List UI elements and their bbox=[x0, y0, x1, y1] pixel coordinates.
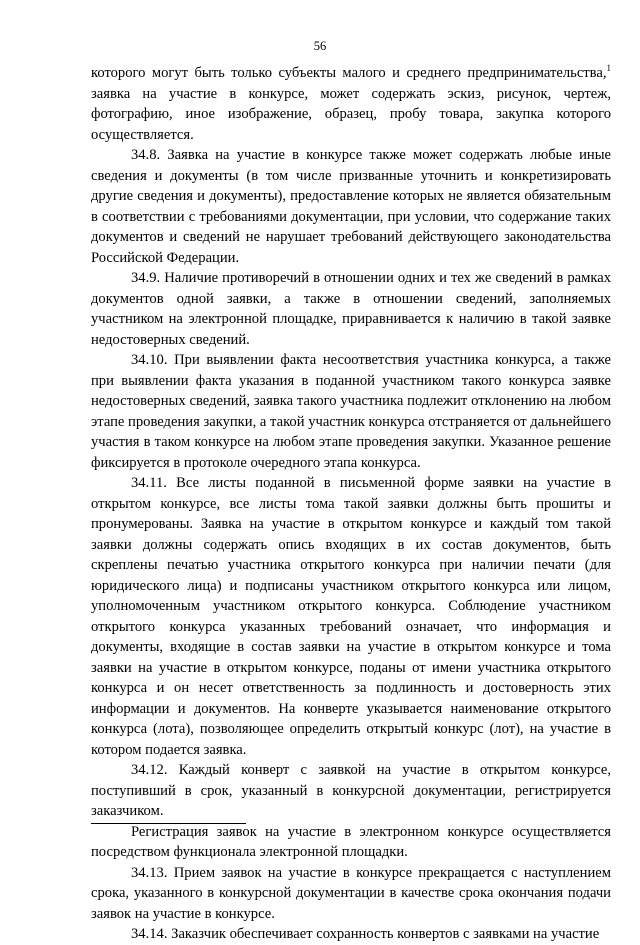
paragraph-text: которого могут быть только субъекты малого и среднего предпринимательства, bbox=[91, 65, 607, 81]
footnote-separator bbox=[91, 823, 246, 824]
paragraph-34-11: 34.11. Все листы поданной в письменной форме заявки на участие в открытом конкурсе, все листы тома такой заявки должны быть прошиты и пронумерованы. Заявка на участие в открытом конкурсе и каждый том такой заявки должны содержать опись входящих в их состав документов, быть скреплены печатью участника открытого конкурса при наличии печати (для юридического лица) и подписаны участником открытого конкурса или лицом, уполномоченным участником открытого конкурса. Соблюдение участником открытого конкурса указанных требований означает, что информация и документы, входящие в состав заявки на участие в открытом конкурсе и тома заявки на участие в открытом конкурсе, поданы от имени участника открытого конкурса и он несет ответственность за подлинность и достоверность этих информации и документов. На конверте указывается наименование открытого конкурса (лота), позволяющее определить открытый конкурс (лот), на участие в котором подается заявка. bbox=[91, 475, 611, 758]
paragraph-text-tail: заявка на участие в конкурсе, может содержать эскиз, рисунок, чертеж, фотографию, иное изображение, образец, пробу товара, закупка которого осуществляется. bbox=[91, 85, 611, 143]
paragraph-34-13: 34.13. Прием заявок на участие в конкурсе прекращается с наступлением срока, указанного в конкурсной документации в качестве срока окончания подачи заявок на участие в конкурсе. bbox=[91, 864, 611, 922]
page-number: 56 bbox=[313, 39, 327, 53]
paragraph-34-12: 34.12. Каждый конверт с заявкой на участие в открытом конкурсе, поступивший в срок, указанный в конкурсной документации, регистрируется заказчиком. bbox=[91, 762, 611, 819]
paragraph-34-8: 34.8. Заявка на участие в конкурсе также может содержать любые иные сведения и документы (в том числе призванные уточнить и конкретизировать другие сведения и документы), предоставление которых не является обязательным в соответствии с требованиями документации, при условии, что содержание таких документов и сведений не нарушает требований действующего законодательства Российской Федерации. bbox=[91, 147, 611, 266]
paragraph-continuation bbox=[91, 63, 611, 145]
document-body bbox=[91, 63, 611, 945]
paragraph-34-9: 34.9. Наличие противоречий в отношении одних и тех же сведений в рамках документов одной заявки, а также в отношении сведений, заполняемых участником на электронной площадке, приравнивается к наличию в такой заявке недостоверных сведений. bbox=[91, 270, 611, 348]
paragraph-registration: Регистрация заявок на участие в электронном конкурсе осуществляется посредством функционала электронной площадки. bbox=[91, 823, 611, 860]
paragraph-34-10: 34.10. При выявлении факта несоответствия участника конкурса, а также при выявлении факта указания в поданной участником такого конкурса заявке недостоверных сведений, заявка такого участника подлежит отклонению на любом этапе проведения закупки, а такой участник конкурса отстраняется от дальнейшего участия в таком конкурсе на любом этапе проведения закупки. Указанное решение фиксируется в протоколе очередного этапа конкурса. bbox=[91, 352, 611, 471]
footnote-reference[interactable]: 1 bbox=[606, 63, 611, 74]
paragraph-34-14: 34.14. Заказчик обеспечивает сохранность конвертов с заявками на участие bbox=[131, 926, 600, 942]
